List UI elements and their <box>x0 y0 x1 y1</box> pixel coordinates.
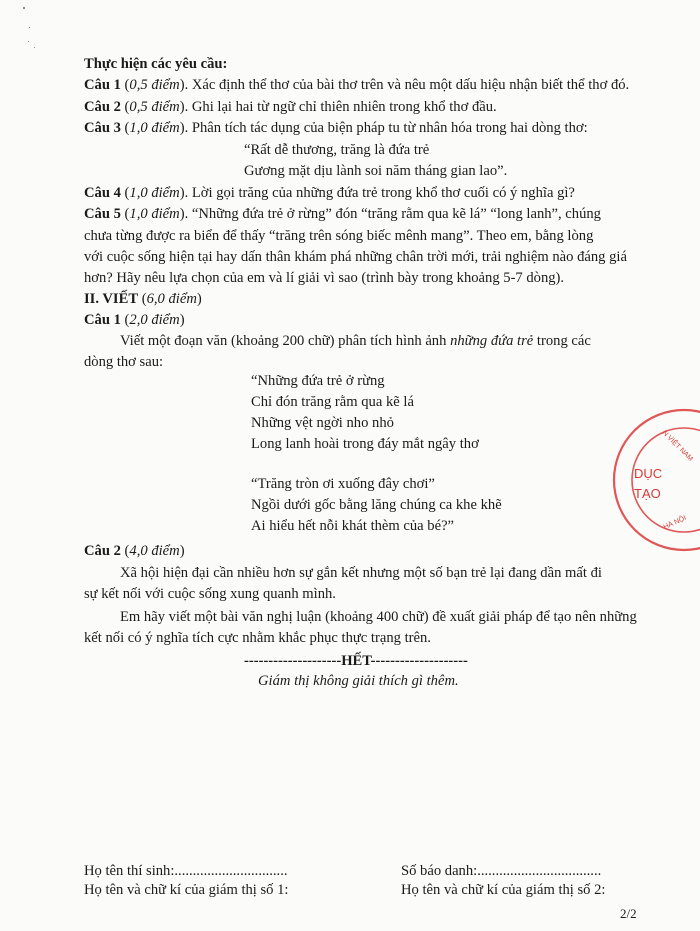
writing-question-1: Câu 1 (2,0 điểm) <box>84 312 185 328</box>
question-label: Câu 2 <box>84 99 121 115</box>
official-stamp <box>612 398 700 563</box>
stamp-text: TẠO <box>634 486 661 501</box>
question-5-line: chưa từng được ra biển để thấy “trăng trên sóng biếc mênh mang”. Theo em, bằng lòng <box>84 228 594 244</box>
question-score: 1,0 điểm <box>129 120 180 136</box>
scan-speck <box>28 41 29 42</box>
proctor-1-field: Họ tên và chữ kí của giám thị số 1: <box>84 882 289 898</box>
question-label: Câu 2 <box>84 543 121 559</box>
quote-line: Gương mặt dịu lành soi năm tháng gian lao”. <box>244 163 508 179</box>
question-label: Câu 1 <box>84 77 121 93</box>
question-label: Câu 1 <box>84 312 121 328</box>
question-text: . Ghi lại hai từ ngữ chỉ thiên nhiên trong khổ thơ đầu. <box>184 99 497 115</box>
question-5-line: với cuộc sống hiện tại hay dấn thân khám phá những chân trời mới, trải nghiệm nào đáng giá <box>84 249 627 265</box>
question-text: . Lời gọi trăng của những đứa trẻ trong khổ thơ cuối có ý nghĩa gì? <box>184 185 575 201</box>
writing-question-2-line: Em hãy viết một bài văn nghị luận (khoảng 400 chữ) đề xuất giải pháp để tạo nên những <box>120 609 637 625</box>
question-score: 4,0 điểm <box>129 543 180 559</box>
question-3: Câu 3 (1,0 điểm). Phân tích tác dụng của biện pháp tu từ nhân hóa trong hai dòng thơ: <box>84 120 588 136</box>
question-label: Câu 5 <box>84 206 121 222</box>
question-label: Câu 4 <box>84 185 121 201</box>
text-segment: trong các <box>533 333 591 349</box>
question-2: Câu 2 (0,5 điểm). Ghi lại hai từ ngữ chỉ thiên nhiên trong khổ thơ đầu. <box>84 99 497 115</box>
stamp-text: DỤC <box>634 466 663 481</box>
question-score: 2,0 điểm <box>129 312 180 328</box>
writing-question-2-line: sự kết nối với cuộc sống xung quanh mình. <box>84 586 336 602</box>
question-5: Câu 5 (1,0 điểm). “Những đứa trẻ ở rừng” đón “trăng rằm qua kẽ lá” “long lanh”, chúng <box>84 206 601 222</box>
section-intro: Thực hiện các yêu cầu: <box>84 56 228 72</box>
writing-question-2-line: kết nối có ý nghĩa tích cực nhằm khắc phục thực trạng trên. <box>84 630 431 646</box>
question-5-line: hơn? Hãy nêu lựa chọn của em và lí giải vì sao (trình bày trong khoảng 5-7 dòng). <box>84 270 565 286</box>
poem-line: “Trăng tròn ơi xuống đây chơi” <box>251 476 435 492</box>
candidate-name-field: Họ tên thí sinh:............................... <box>84 863 288 879</box>
question-score: 1,0 điểm <box>129 206 180 222</box>
question-score: 1,0 điểm <box>129 185 180 201</box>
poem-line: “Những đứa trẻ ở rừng <box>251 373 385 389</box>
poem-line: Ai hiểu hết nỗi khát thèm của bé?” <box>251 518 455 534</box>
question-score: 0,5 điểm <box>129 77 180 93</box>
poem-line: Ngồi dưới gốc bằng lăng chúng ca khe khẽ <box>251 497 502 513</box>
part-score: 6,0 điểm <box>146 291 197 307</box>
question-text: . “Những đứa trẻ ở rừng” đón “trăng rằm qua kẽ lá” “long lanh”, chúng <box>184 206 601 222</box>
end-note: Giám thị không giải thích gì thêm. <box>258 673 459 689</box>
stamp-ring-text: N VIỆT NAM <box>660 429 694 463</box>
candidate-number-field: Số báo danh:.................................. <box>401 863 602 879</box>
text-segment: Viết một đoạn văn (khoảng 200 chữ) phân tích hình ảnh <box>120 333 451 349</box>
writing-question-2: Câu 2 (4,0 điểm) <box>84 543 185 559</box>
quote-line: “Rất dễ thương, trăng là đứa trẻ <box>244 142 430 158</box>
question-4: Câu 4 (1,0 điểm). Lời gọi trăng của những đứa trẻ trong khổ thơ cuối có ý nghĩa gì? <box>84 185 575 201</box>
question-text: . Xác định thể thơ của bài thơ trên và nêu một dấu hiệu nhận biết thể thơ đó. <box>184 77 630 93</box>
part-2-heading: II. VIẾT (6,0 điểm) <box>84 291 202 307</box>
page-number: 2/2 <box>620 906 637 921</box>
question-score: 0,5 điểm <box>129 99 180 115</box>
end-marker: --------------------HẾT-------------------- <box>244 653 468 669</box>
emphasis-text: những đứa trẻ <box>450 333 534 349</box>
writing-question-2-line: Xã hội hiện đại cần nhiều hơn sự gắn kết nhưng một số bạn trẻ lại đang dần mất đi <box>120 565 602 581</box>
question-label: Câu 3 <box>84 120 121 136</box>
poem-line: Chỉ đón trăng rằm qua kẽ lá <box>251 394 414 410</box>
stamp-ring-text: HÀ NỘI <box>662 514 688 532</box>
poem-line: Những vệt ngời nho nhỏ <box>251 415 394 431</box>
scan-speck <box>23 7 25 9</box>
writing-question-1-line: dòng thơ sau: <box>84 354 164 370</box>
proctor-2-field: Họ tên và chữ kí của giám thị số 2: <box>401 882 606 898</box>
writing-question-1-text <box>120 333 591 350</box>
scan-speck <box>29 27 30 28</box>
question-1: Câu 1 (0,5 điểm). Xác định thể thơ của bài thơ trên và nêu một dấu hiệu nhận biết thể thơ đó. <box>84 77 630 93</box>
scan-speck <box>34 47 35 48</box>
question-text: . Phân tích tác dụng của biện pháp tu từ nhân hóa trong hai dòng thơ: <box>184 120 588 136</box>
poem-line: Long lanh hoài trong đáy mắt ngây thơ <box>251 436 479 452</box>
part-label: II. VIẾT <box>84 291 139 307</box>
